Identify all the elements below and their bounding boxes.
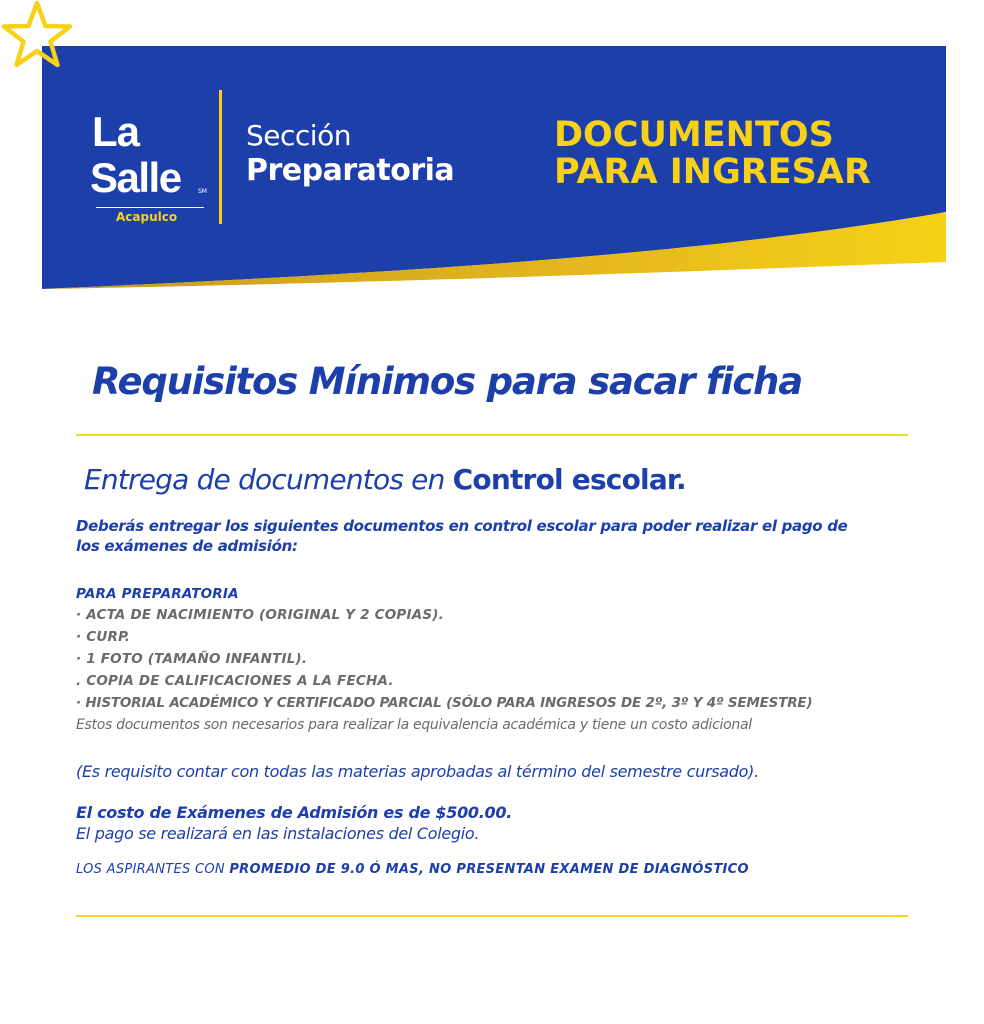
footer-prefix: LOS ASPIRANTES CON [76, 862, 230, 877]
logo-city: Acapulco [116, 210, 178, 224]
logo-trademark: SM [198, 188, 207, 195]
page-title: Requisitos Mínimos para sacar ficha [92, 360, 802, 403]
list-item: · ACTA DE NACIMIENTO (ORIGINAL Y 2 COPIAS). [76, 607, 444, 623]
section-label: Sección [246, 119, 351, 152]
header-divider [219, 90, 222, 224]
list-item: . COPIA DE CALIFICACIONES A LA FECHA. [76, 673, 394, 689]
bottom-divider [76, 915, 908, 917]
logo-text-salle: Salle [90, 154, 181, 201]
header-banner [0, 0, 984, 300]
subtitle-emphasis: Control escolar. [452, 463, 686, 496]
list-item: · CURP. [76, 629, 131, 645]
footer-note [76, 862, 749, 877]
top-divider [76, 434, 908, 436]
footer-emphasis: PROMEDIO DE 9.0 Ó MAS, NO PRESENTAN EXAMEN DE DIAGNÓSTICO [229, 862, 749, 877]
star-icon [0, 0, 74, 70]
logo-underline [96, 207, 204, 208]
list-item: · 1 FOTO (TAMAÑO INFANTIL). [76, 651, 308, 667]
section-subtitle [84, 463, 686, 496]
subtitle-prefix: Entrega de documentos en [84, 463, 453, 496]
note-text: Estos documentos son necesarios para realizar la equivalencia académica y tiene un costo adicional [76, 717, 752, 733]
list-heading: PARA PREPARATORIA [76, 586, 239, 602]
intro-line-2: los exámenes de admisión: [76, 537, 298, 555]
logo-text-la: La [92, 108, 140, 155]
cost-text: El costo de Exámenes de Admisión es de $500.00. [76, 803, 512, 822]
banner-background [0, 0, 984, 300]
list-item: · HISTORIAL ACADÉMICO Y CERTIFICADO PARCIAL (SÓLO PARA INGRESOS DE 2º, 3º Y 4º SEMESTRE) [76, 695, 813, 711]
section-name: Preparatoria [246, 153, 455, 188]
banner-title-line1: DOCUMENTOS [554, 115, 834, 155]
banner-title-line2: PARA INGRESAR [554, 152, 871, 192]
intro-line-1: Deberás entregar los siguientes documentos en control escolar para poder realizar el pago de [76, 517, 848, 535]
requirement-text: (Es requisito contar con todas las materias aprobadas al término del semestre cursado). [76, 762, 759, 781]
payment-text: El pago se realizará en las instalaciones del Colegio. [76, 824, 480, 843]
